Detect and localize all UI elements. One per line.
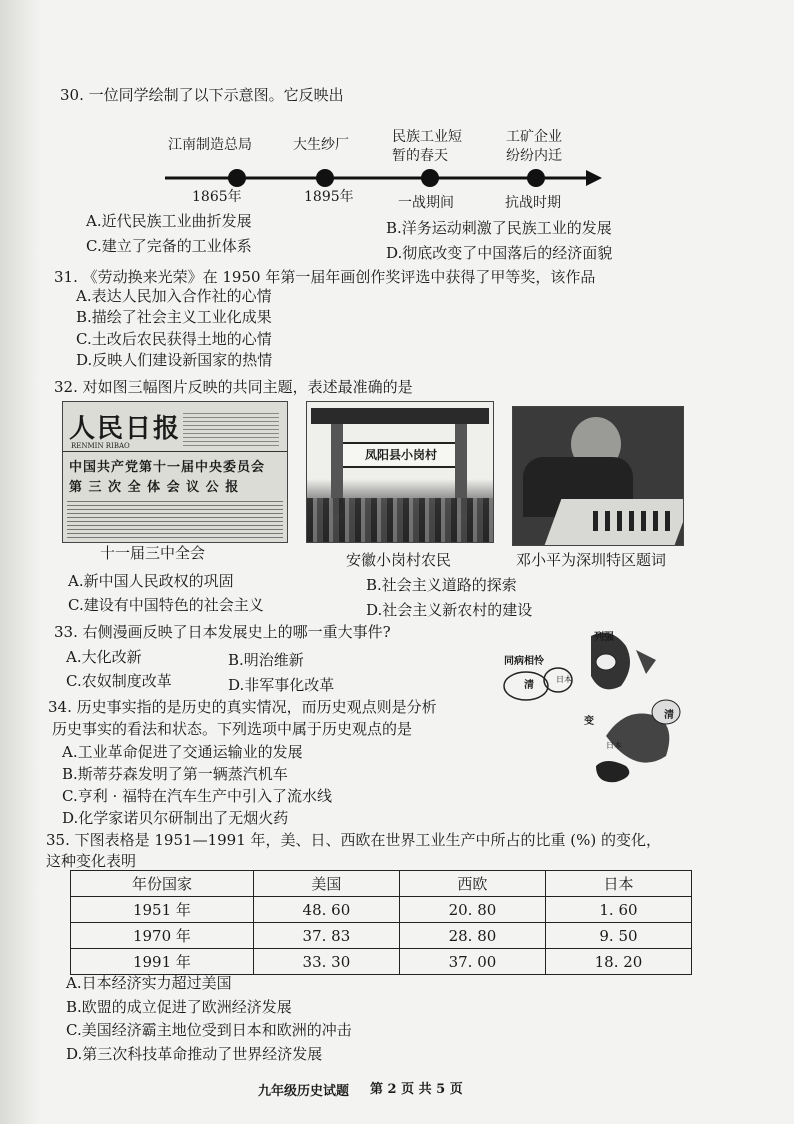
- timeline-year-1865: 1865年: [192, 189, 242, 205]
- q33-option-d[interactable]: D.非军事化改革: [228, 676, 335, 694]
- timeline-label-relocate-1: 工矿企业: [506, 129, 562, 145]
- q31-option-a[interactable]: A.表达人民加入合作社的心情: [76, 287, 272, 305]
- arch-crowd: [307, 498, 493, 542]
- q31-option-d[interactable]: D.反映人们建设新国家的热情: [76, 351, 273, 369]
- table-cell: 9. 50: [545, 923, 691, 949]
- q30-option-c[interactable]: C.建立了完备的工业体系: [86, 237, 252, 255]
- timeline-period-ww1: 一战期间: [398, 195, 454, 211]
- timeline-label-spring-1: 民族工业短: [392, 129, 462, 145]
- q34-stem-line2: 历史事实的看法和状态。下列选项中属于历史观点的是: [52, 720, 413, 738]
- q33-option-a[interactable]: A.大化改新: [66, 648, 142, 666]
- japan-cartoon: [496, 626, 706, 786]
- arch-caption: 安徽小岗村农民: [346, 551, 452, 569]
- q34-option-a[interactable]: A.工业革命促进了交通运输业的发展: [62, 743, 303, 761]
- q33-stem: 33. 右侧漫画反映了日本发展史上的哪一重大事件?: [54, 623, 391, 641]
- industry-share-table: [70, 870, 692, 975]
- newspaper-headline-1: 中国共产党第十一届中央委员会: [69, 460, 266, 475]
- arch-sign: 凤阳县小岗村: [341, 442, 461, 468]
- table-cell: 33. 30: [253, 949, 399, 975]
- timeline-label-spring-2: 暂的春天: [392, 148, 448, 164]
- q30-option-a[interactable]: A.近代民族工业曲折发展: [86, 212, 252, 230]
- q32-option-a[interactable]: A.新中国人民政权的巩固: [68, 572, 234, 590]
- arch-roof: [311, 408, 489, 424]
- q32-stem: 32. 对如图三幅图片反映的共同主题，表述最准确的是: [54, 378, 413, 396]
- q35-option-c[interactable]: C.美国经济霸主地位受到日本和欧洲的冲击: [66, 1021, 352, 1039]
- table-cell: 37. 00: [399, 949, 545, 975]
- cartoon-label-japan-2: 日本: [606, 741, 622, 750]
- footer-subject: 九年级历史试题: [258, 1084, 350, 1099]
- table-header-cell: 美国: [253, 871, 399, 897]
- xiaogang-arch-image: [306, 401, 494, 543]
- q35-option-a[interactable]: A.日本经济实力超过美国: [66, 974, 232, 992]
- q34-option-c[interactable]: C.亨利 · 福特在汽车生产中引入了流水线: [62, 787, 333, 805]
- timeline-label-dasheng: 大生纱厂: [293, 137, 349, 153]
- timeline-dot-1865: [228, 169, 246, 187]
- table-header-cell: 年份国家: [71, 871, 254, 897]
- timeline-arrow-icon: [586, 170, 602, 186]
- timeline-dot-ww1: [421, 169, 439, 187]
- newspaper-image: [62, 401, 288, 543]
- scan-shadow: [0, 0, 40, 1124]
- deng-calligraphy-image: [512, 406, 684, 546]
- q32-option-b[interactable]: B.社会主义道路的探索: [366, 576, 517, 594]
- calligraphy-strokes: [593, 511, 673, 531]
- table-header-cell: 西欧: [399, 871, 545, 897]
- newspaper-caption: 十一届三中全会: [100, 544, 206, 562]
- table-cell: 1970 年: [71, 923, 254, 949]
- timeline-dot-wartime: [527, 169, 545, 187]
- q30-stem: 30. 一位同学绘制了以下示意图。它反映出: [60, 86, 344, 104]
- q32-option-c[interactable]: C.建设有中国特色的社会主义: [68, 596, 264, 614]
- q32-option-d[interactable]: D.社会主义新农村的建设: [366, 601, 533, 619]
- table-cell: 1951 年: [71, 897, 254, 923]
- table-cell: 28. 80: [399, 923, 545, 949]
- cartoon-label-bian: 变: [584, 716, 594, 727]
- q33-option-c[interactable]: C.农奴制度改革: [66, 672, 172, 690]
- table-row: [71, 897, 692, 923]
- table-header-cell: 日本: [545, 871, 691, 897]
- q35-stem-line1: 35. 下图表格是 1951—1991 年，美、日、西欧在世界工业生产中所占的比重 (%) 的变化，: [46, 831, 662, 849]
- table-row: [71, 949, 692, 975]
- table-cell: 37. 83: [253, 923, 399, 949]
- newspaper-headline-2: 第 三 次 全 体 会 议 公 报: [69, 480, 240, 495]
- q34-option-d[interactable]: D.化学家诺贝尔研制出了无烟火药: [62, 809, 289, 827]
- timeline-year-1895: 1895年: [304, 189, 354, 205]
- q35-option-d[interactable]: D.第三次科技革命推动了世界经济发展: [66, 1045, 323, 1063]
- q30-option-d[interactable]: D.彻底改变了中国落后的经济面貌: [386, 244, 613, 262]
- cartoon-label-tongbing: 同病相怜: [504, 656, 544, 667]
- table-cell: 1991 年: [71, 949, 254, 975]
- q34-stem-line1: 34. 历史事实指的是历史的真实情况，而历史观点则是分析: [48, 698, 437, 716]
- timeline-dot-1895: [316, 169, 334, 187]
- timeline-period-war: 抗战时期: [505, 195, 561, 211]
- newspaper-small-print: [183, 410, 279, 446]
- newspaper-masthead: 人民日报: [69, 414, 182, 444]
- cartoon-label-qing-1: 清: [524, 680, 534, 691]
- q33-option-b[interactable]: B.明治维新: [228, 651, 304, 669]
- q30-option-b[interactable]: B.洋务运动刺激了民族工业的发展: [386, 219, 612, 237]
- q31-stem: 31. 《劳动换来光荣》在 1950 年第一届年画创作奖评选中获得了甲等奖，该作品: [54, 268, 596, 286]
- cartoon-label-japan-1: 日本: [556, 675, 572, 684]
- table-row: [71, 923, 692, 949]
- cartoon-label-liqiang: 列强: [594, 632, 614, 643]
- table-header-row: [71, 871, 692, 897]
- footer-page-number: 第 2 页 共 5 页: [370, 1082, 463, 1097]
- calligraphy-caption: 邓小平为深圳特区题词: [516, 551, 667, 569]
- timeline-label-relocate-2: 纷纷内迁: [506, 148, 562, 164]
- q35-stem-line2: 这种变化表明: [46, 852, 137, 870]
- q31-option-c[interactable]: C.土改后农民获得土地的心情: [76, 330, 272, 348]
- table-cell: 48. 60: [253, 897, 399, 923]
- table-cell: 18. 20: [545, 949, 691, 975]
- q31-option-b[interactable]: B.描绘了社会主义工业化成果: [76, 308, 272, 326]
- table-cell: 1. 60: [545, 897, 691, 923]
- cartoon-label-qing-2: 清: [664, 710, 674, 721]
- timeline-label-jiangnan: 江南制造总局: [168, 137, 252, 153]
- newspaper-masthead-sub: RENMIN RIBAO: [71, 442, 130, 450]
- table-cell: 20. 80: [399, 897, 545, 923]
- newspaper-body-text: [67, 498, 283, 538]
- newspaper-rule: [63, 451, 287, 452]
- q35-option-b[interactable]: B.欧盟的成立促进了欧洲经济发展: [66, 998, 292, 1016]
- q34-option-b[interactable]: B.斯蒂芬森发明了第一辆蒸汽机车: [62, 765, 288, 783]
